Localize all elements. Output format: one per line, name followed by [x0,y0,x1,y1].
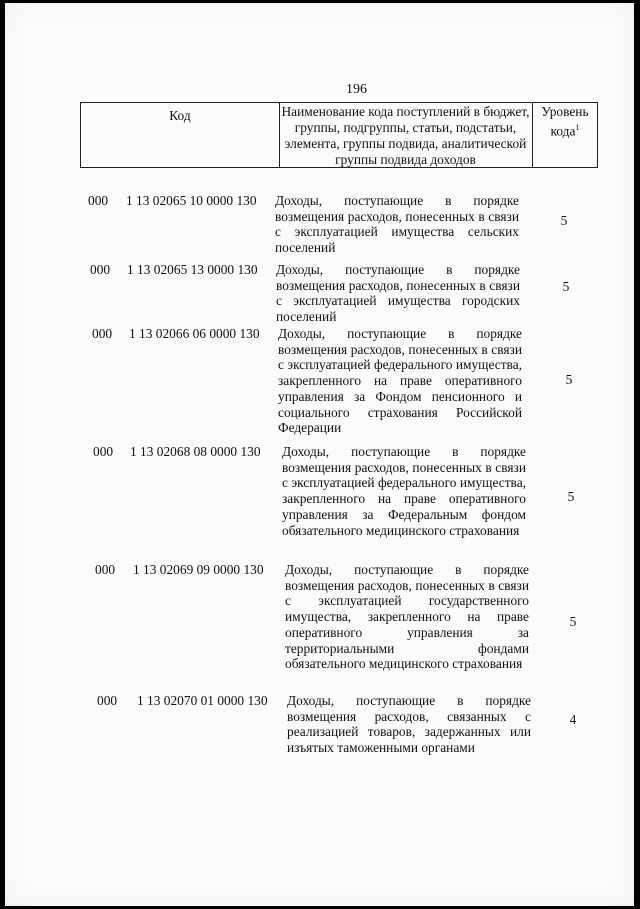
revenue-code: 1 13 02069 09 0000 130 [133,562,264,577]
code-prefix: 000 [90,262,111,277]
page-number: 196 [346,82,367,97]
header-name-label: Наименование кода поступлений в бюджет, группы, подгруппы, статьи, подстатьи, элемента, группы подвида, аналитической группы подвида доходов [281,104,530,167]
header-code-label: Код [169,108,191,123]
header-level-label: Уровень кода$^1$ [541,104,589,139]
revenue-code: 1 13 02065 13 0000 130 [127,262,258,277]
revenue-name: Доходы, поступающие в порядке возмещения расходов, связанных с реализацией товаров, задержанных или изъятых таможенными органами [287,693,531,756]
revenue-name: Доходы, поступающие в порядке возмещения расходов, понесенных в связи с эксплуатацией имущества сельских поселений [275,193,519,256]
revenue-name: Доходы, поступающие в порядке возмещения расходов, понесенных в связи с эксплуатацией федерального имущества, закрепленного на праве оперативного управления за Фондом пенсионного и социального страхования Российской Федерации [278,326,522,436]
code-prefix: 000 [97,693,118,708]
revenue-code: 1 13 02068 08 0000 130 [130,444,261,459]
header-level-cell [532,103,598,167]
code-level: 4 [569,712,577,727]
footnote-marker: 1 [575,123,580,132]
code-prefix: 000 [95,562,116,577]
code-level: 5 [565,372,573,387]
revenue-code: 1 13 02065 10 0000 130 [126,193,257,208]
code-level: 5 [562,279,570,294]
header-code-cell [81,103,280,167]
table-header [80,102,598,168]
document-page [5,3,634,906]
header-name-cell [279,103,533,167]
revenue-name: Доходы, поступающие в порядке возмещения расходов, понесенных в связи с эксплуатацией государственного имущества, закрепленного на праве оперативного управления за территориальными фондами обязательного медицинского страхования [285,562,529,672]
code-prefix: 000 [92,326,113,341]
code-prefix: 000 [88,193,109,208]
revenue-code: 1 13 02070 01 0000 130 [137,693,268,708]
code-prefix: 000 [93,444,114,459]
revenue-name: Доходы, поступающие в порядке возмещения расходов, понесенных в связи с эксплуатацией имущества городских поселений [276,262,520,325]
revenue-code: 1 13 02066 06 0000 130 [129,326,260,341]
revenue-name: Доходы, поступающие в порядке возмещения расходов, понесенных в связи с эксплуатацией федерального имущества, закрепленного на праве оперативного управления за Федеральным фондом обязательного медицинского страхования [282,444,526,538]
code-level: 5 [569,614,577,629]
code-level: 5 [560,213,568,228]
code-level: 5 [567,489,575,504]
